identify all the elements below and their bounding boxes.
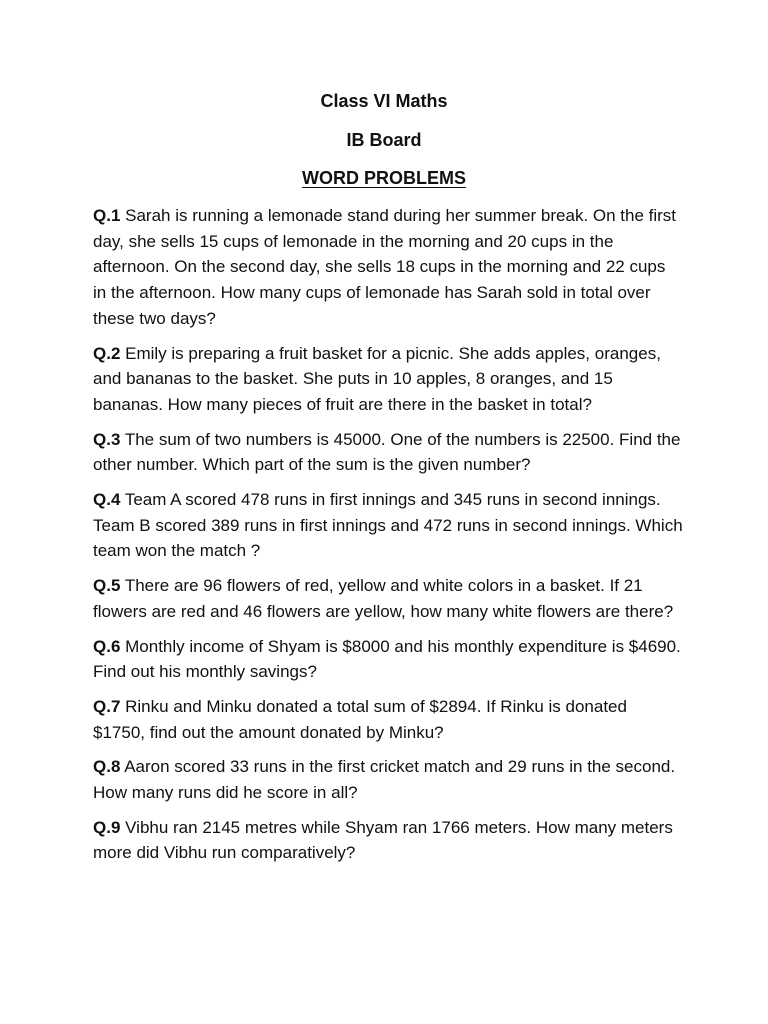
question-3 (93, 427, 683, 478)
document-board: IB Board (346, 130, 422, 150)
question-number: Q.3 (93, 429, 121, 449)
question-text: There are 96 flowers of red, yellow and white colors in a basket. If 21 flowers are red and 46 flowers are yellow, how many white flowers are there? (93, 576, 674, 621)
question-9 (93, 815, 683, 866)
question-text: The sum of two numbers is 45000. One of the numbers is 22500. Find the other number. Which part of the sum is the given number? (93, 429, 681, 475)
question-number: Q.5 (93, 576, 121, 596)
question-number: Q.6 (93, 636, 121, 656)
question-number: Q.9 (93, 817, 121, 837)
question-text: Rinku and Minku donated a total sum of $2894. If Rinku is donated $1750, find out the amount donated by Minku? (93, 696, 627, 742)
document-title: Class VI Maths (320, 91, 448, 111)
question-text: Aaron scored 33 runs in the first cricket match and 29 runs in the second. How many runs did he score in all? (93, 757, 676, 803)
question-text: Monthly income of Shyam is $8000 and his monthly expenditure is $4690. Find out his monthly savings? (93, 636, 681, 682)
question-list (93, 203, 683, 875)
question-number: Q.7 (93, 696, 121, 716)
question-6 (93, 634, 683, 685)
section-heading: WORD PROBLEMS (302, 168, 466, 188)
question-text: Vibhu ran 2145 metres while Shyam ran 1766 meters. How many meters more did Vibhu run comparatively? (93, 817, 673, 863)
question-4 (93, 487, 683, 564)
question-5 (93, 573, 683, 624)
question-7 (93, 694, 683, 745)
question-text: Team A scored 478 runs in first innings and 345 runs in second innings. Team B scored 389 runs in first innings and 472 runs in second innings. Which team won the match ? (93, 490, 683, 561)
question-2 (93, 341, 683, 418)
question-text: Emily is preparing a fruit basket for a picnic. She adds apples, oranges, and bananas to the basket. She puts in 10 apples, 8 oranges, and 15 bananas. How many pieces of fruit are there in the basket in total? (93, 343, 661, 414)
question-text: Sarah is running a lemonade stand during her summer break. On the first day, she sells 15 cups of lemonade in the morning and 20 cups in the afternoon. On the second day, she sells 18 cups in the morning and 22 cups in the afternoon. How many cups of lemonade has Sarah sold in total over these two days? (93, 206, 677, 328)
question-number: Q.8 (93, 757, 121, 777)
question-number: Q.1 (93, 206, 121, 225)
question-1 (93, 203, 683, 332)
question-number: Q.2 (93, 343, 121, 363)
question-number: Q.4 (93, 490, 121, 510)
question-8 (93, 754, 683, 805)
